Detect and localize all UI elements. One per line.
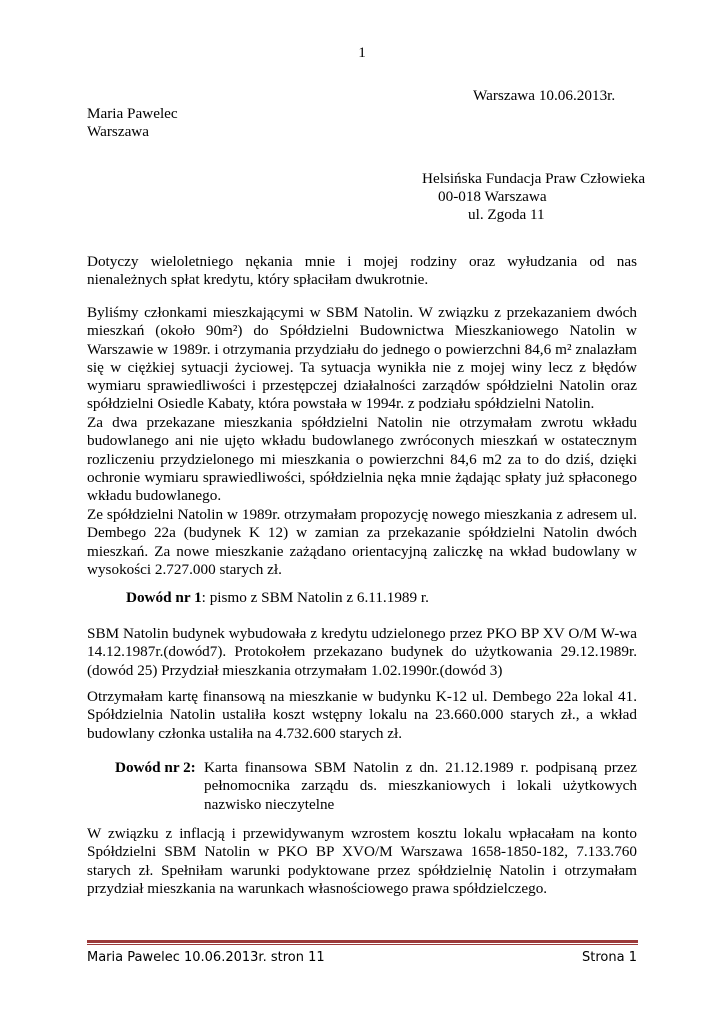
recipient-organization: Helsińska Fundacja Praw Człowieka — [422, 170, 646, 187]
subject-paragraph: Dotyczy wieloletniego nękania mnie i mojej rodziny oraz wyłudzania od nas nienależnych spłat kredytu, który spłaciłam dwukrotnie. — [87, 253, 637, 289]
recipient-block — [422, 170, 645, 224]
body-paragraph: W związku z inflacją i przewidywanym wzrostem kosztu lokalu wpłacałam na konto Spółdzielni SBM Natolin w PKO BP XVO/M Warszawa 1658-1850-182, 7.133.760 starych zł. Spełniłam warunki podyktowane przez spółdzielnię Natolin i otrzymałam przydział mieszkania na warunkach własnościowego prawa spółdzielczego. — [87, 825, 637, 897]
evidence-1-text: : pismo z SBM Natolin z 6.11.1989 r. — [201, 589, 429, 606]
sender-block — [87, 105, 178, 141]
sender-name: Maria Pawelec — [87, 105, 178, 122]
body-paragraph: Otrzymałam kartę finansową na mieszkanie w budynku K-12 ul. Dembego 22a lokal 41. Spółdzielnia Natolin ustaliła koszt wstępny lokalu na 23.660.000 starych zł., a wkład budowlany członka ustaliła na 4.732.600 starych zł. — [87, 688, 637, 742]
recipient-street: ul. Zgoda 11 — [468, 206, 545, 223]
evidence-2-text: Karta finansowa SBM Natolin z dn. 21.12.1989 r. podpisaną przez pełnomocnika zarządu ds. mieszkaniowych i lokali użytkowych nazwisko nieczytelne — [204, 759, 637, 813]
footer-page-label: Strona 1 — [582, 950, 637, 965]
footer-rule-bottom — [87, 944, 638, 945]
evidence-1-label: Dowód nr 1 — [126, 589, 202, 606]
body-paragraph: Ze spółdzielni Natolin w 1989r. otrzymałam propozycję nowego mieszkania z adresem ul. Dembego 22a (budynek K 12) w zamian za przekazanie spółdzielni Natolin dwóch mieszkań. Za nowe mieszkanie zażądano orientacyjną zaliczkę na wkład budowlany w wysokości 2.727.000 starych zł. — [87, 506, 637, 578]
page-number: 1 — [358, 44, 366, 61]
footer-left: Maria Pawelec 10.06.2013r. stron 11 — [87, 950, 325, 965]
footer-rule-top — [87, 940, 638, 943]
body-paragraph: Byliśmy członkami mieszkającymi w SBM Natolin. W związku z przekazaniem dwóch mieszkań (około 90m²) do Spółdzielni Budownictwa Mieszkaniowego Natolin w Warszawie w 1989r. i otrzymania przydziału do jednego o powierzchni 84,6 m² znalazłam się w ciężkiej sytuacji życiowej. Ta sytuacja wynikła nie z mojej winy lecz z błędów wymiaru sprawiedliwości i przestępczej działalności zarządów spółdzielni Natolin oraz spółdzielni Osiedle Kabaty, która powstała w 1994r. z podziału spółdzielni Natolin. — [87, 304, 637, 413]
recipient-postcode-city: 00-018 Warszawa — [438, 188, 547, 205]
date-line: Warszawa 10.06.2013r. — [473, 87, 616, 104]
sender-city: Warszawa — [87, 123, 150, 140]
body-paragraph: SBM Natolin budynek wybudowała z kredytu udzielonego przez PKO BP XV O/M W-wa 14.12.1987r.(dowód7). Protokołem przekazano budynek do użytkowania 29.12.1989r.(dowód 25) Przydział mieszkania otrzymałam 1.02.1990r.(dowód 3) — [87, 625, 637, 679]
body-paragraph: Za dwa przekazane mieszkania spółdzielni Natolin nie otrzymałam zwrotu wkładu budowlanego ani nie ujęto wkładu budowlanego zwróconych mieszkań w ostatecznym rozliczeniu przydzielonego mi mieszkania o powierzchni 84,6 m2 za to do dziś, dzięki ochronie wymiaru sprawiedliwości, spółdzielnia nęka mnie żądając spłaty już spłaconego wkładu budowlanego. — [87, 414, 637, 505]
evidence-1 — [126, 589, 429, 607]
evidence-2-label: Dowód nr 2: — [115, 759, 196, 776]
